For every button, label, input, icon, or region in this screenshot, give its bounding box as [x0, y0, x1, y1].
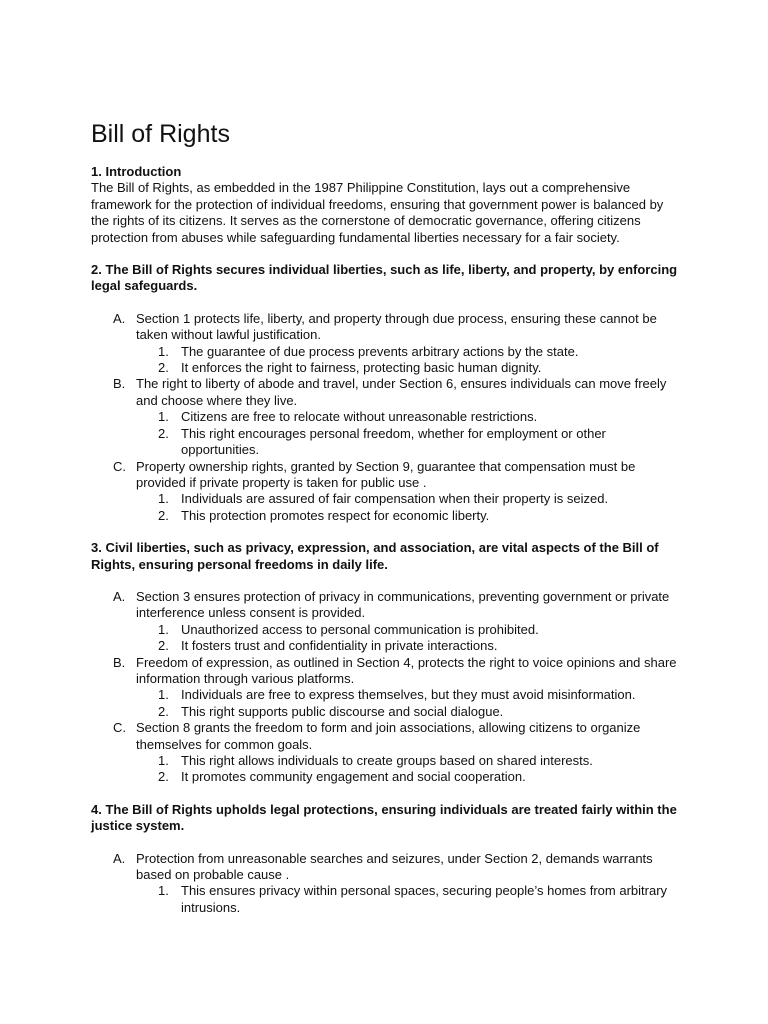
sub-list-item-number: 2.	[158, 425, 169, 441]
list-item-text: Section 8 grants the freedom to form and join associations, allowing citizens to organize themselves for common goals.	[136, 720, 641, 752]
list-item-text: Section 1 protects life, liberty, and property through due process, ensuring these cannot be taken without lawful justification.	[136, 310, 657, 343]
sub-list-item-number: 2.	[158, 360, 169, 376]
intro-heading: 1. Introduction	[91, 164, 182, 179]
document-title: Bill of Rights	[91, 120, 230, 148]
list-item-letter: C.	[113, 458, 126, 474]
sub-list-item-number: 2.	[158, 703, 169, 719]
sub-list-item	[91, 508, 681, 524]
sub-list-item-text: Individuals are free to express themselves, but they must avoid misinformation.	[181, 687, 636, 703]
list-item-letter: B.	[113, 654, 126, 670]
sub-list-item-text: Unauthorized access to personal communication is prohibited.	[181, 621, 539, 637]
sub-list-item	[91, 622, 681, 638]
list-item	[91, 720, 681, 753]
sub-list-item	[91, 638, 681, 654]
sub-list-item-text: It enforces the right to fairness, protecting basic human dignity.	[181, 360, 542, 376]
section-heading: 4. The Bill of Rights upholds legal protections, ensuring individuals are treated fairly within the justice system.	[91, 801, 677, 834]
list-item	[91, 459, 681, 492]
list-item-text: Freedom of expression, as outlined in Section 4, protects the right to voice opinions and share information through various platforms.	[136, 654, 677, 686]
sub-list-item-text: The guarantee of due process prevents arbitrary actions by the state.	[181, 343, 579, 359]
section-2	[91, 262, 681, 524]
list-item	[91, 589, 681, 622]
section-list	[91, 311, 681, 524]
list-item	[91, 655, 681, 688]
list-item-letter: C.	[113, 720, 126, 736]
sub-list-item-text: This right allows individuals to create groups based on shared interests.	[181, 753, 593, 768]
sub-list-item-text: This right encourages personal freedom, whether for employment or other opportunities.	[181, 425, 606, 458]
sub-list-item-number: 1.	[158, 687, 169, 703]
sub-list-item-text: This right supports public discourse and social dialogue.	[181, 703, 504, 719]
sub-list-item-number: 1.	[158, 883, 169, 899]
sub-list-item-text: This ensures privacy within personal spaces, securing people’s homes from arbitrary intrusions.	[181, 883, 668, 915]
sub-list-item-text: Individuals are assured of fair compensation when their property is seized.	[181, 491, 609, 507]
list-item-text: The right to liberty of abode and travel, under Section 6, ensures individuals can move freely and choose where they live.	[136, 376, 667, 408]
sub-list-item-number: 1.	[158, 409, 169, 425]
document-page	[91, 118, 681, 916]
section-heading: 3. Civil liberties, such as privacy, expression, and association, are vital aspects of the Bill of Rights, ensuring personal freedoms in daily life.	[91, 540, 659, 572]
list-item-text: Protection from unreasonable searches and seizures, under Section 2, demands warrants based on probable cause .	[136, 850, 653, 883]
sub-list-item	[91, 704, 681, 720]
sub-list-item-text: It fosters trust and confidentiality in private interactions.	[181, 638, 498, 654]
list-item-text: Section 3 ensures protection of privacy in communications, preventing government or private interference unless consent is provided.	[136, 588, 670, 621]
sub-list-item	[91, 491, 681, 507]
list-item-letter: A.	[113, 850, 126, 866]
sub-list-item	[91, 753, 681, 769]
section-4	[91, 802, 681, 916]
list-item-letter: B.	[113, 376, 126, 392]
sub-list-item-text: This protection promotes respect for economic liberty.	[181, 507, 490, 523]
sub-list-item-number: 2.	[158, 507, 169, 523]
list-item	[91, 311, 681, 344]
section-list	[91, 851, 681, 917]
section-list	[91, 589, 681, 786]
sub-list-item	[91, 344, 681, 360]
sub-list-item-number: 1.	[158, 343, 169, 359]
sub-list-item-number: 1.	[158, 753, 169, 768]
section-3	[91, 540, 681, 786]
sub-list-item-number: 1.	[158, 491, 169, 507]
list-item-text: Property ownership rights, granted by Section 9, guarantee that compensation must be provided if private property is taken for public use .	[136, 458, 636, 490]
sub-list-item-number: 2.	[158, 769, 169, 785]
list-item-letter: A.	[113, 310, 126, 326]
list-item	[91, 851, 681, 884]
section-heading: 2. The Bill of Rights secures individual liberties, such as life, liberty, and property, by enforcing legal safeguards.	[91, 262, 678, 294]
sub-list-item	[91, 883, 681, 916]
sub-list-item	[91, 426, 681, 459]
sub-list-item-number: 2.	[158, 638, 169, 654]
sub-list-item-text: It promotes community engagement and social cooperation.	[181, 769, 526, 785]
list-item	[91, 376, 681, 409]
sub-list-item	[91, 769, 681, 785]
sub-list-item-number: 1.	[158, 621, 169, 637]
sub-list-item-text: Citizens are free to relocate without unreasonable restrictions.	[181, 409, 538, 425]
intro-body: The Bill of Rights, as embedded in the 1987 Philippine Constitution, lays out a comprehensive framework for the protection of individual freedoms, ensuring that government power is balanced by the rights of its citizens. It serves as the cornerstone of democratic governance, offering citizens protection from abuses while safeguarding fundamental liberties necessary for a fair society.	[91, 180, 664, 245]
sub-list-item	[91, 687, 681, 703]
sub-list-item	[91, 360, 681, 376]
sub-list-item	[91, 409, 681, 425]
list-item-letter: A.	[113, 588, 126, 604]
